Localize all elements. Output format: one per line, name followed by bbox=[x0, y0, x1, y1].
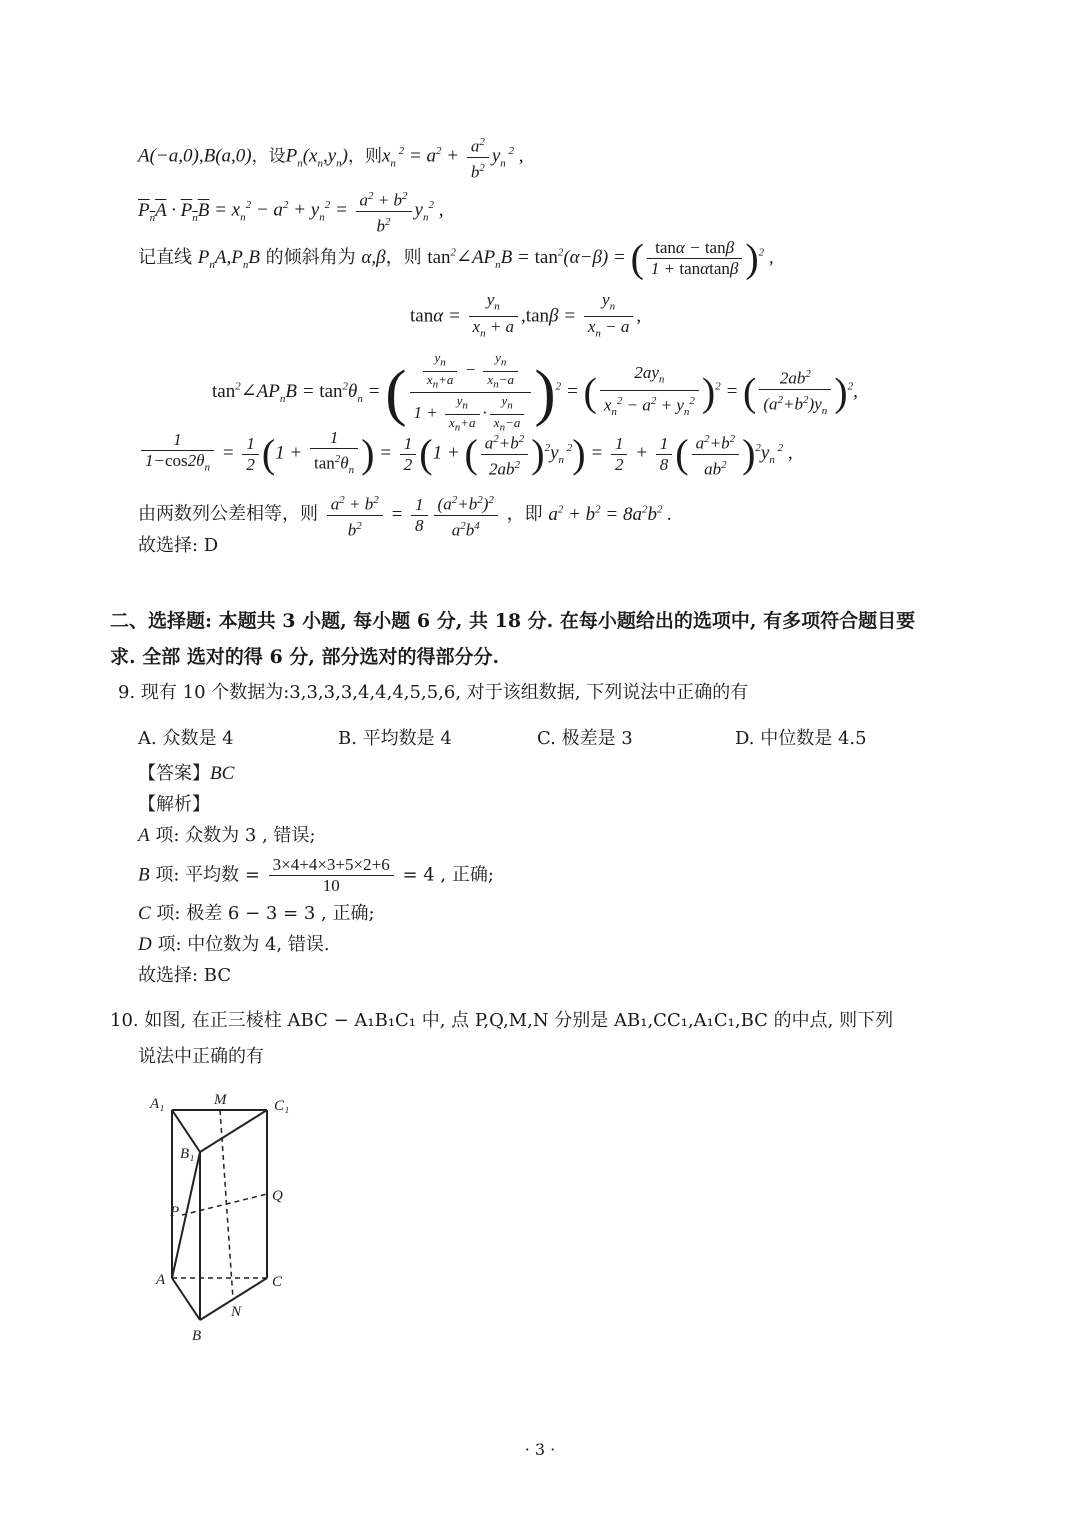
edge-a-b bbox=[172, 1278, 200, 1320]
label-c1: C₁ bbox=[274, 1098, 290, 1114]
text-line7-a: 由两数列公差相等，则 bbox=[138, 503, 318, 525]
q9-item-b-numerator: 3×4+4×3+5×2+6 bbox=[269, 855, 394, 876]
q9-option-b: B. 平均数是 4 bbox=[338, 728, 452, 749]
q9-answer bbox=[138, 762, 234, 786]
label-b: B bbox=[192, 1328, 202, 1344]
text-line3-a: 记直线 bbox=[138, 246, 192, 268]
label-b1: B₁ bbox=[180, 1146, 195, 1162]
q9-answer-label: 【答案】 bbox=[138, 763, 210, 784]
q10-stem-line1: 10. 如图, 在正三棱柱 ABC − A₁B₁C₁ 中, 点 P,Q,M,N 分别是 AB₁,CC₁,A₁C₁,BC 的中点, 则下列 bbox=[110, 1010, 894, 1031]
q9-option-a: A. 众数是 4 bbox=[138, 728, 234, 749]
text-then: ，则 bbox=[347, 146, 382, 167]
dashed-p-q bbox=[182, 1194, 267, 1215]
q9-analysis-label: 【解析】 bbox=[138, 794, 210, 815]
label-c: C bbox=[272, 1274, 283, 1290]
section-header-line2: 求. 全部 选对的得 6 分, 部分选对的得部分分. bbox=[110, 646, 500, 668]
q9-item-b-prefix: 项: 平均数 = bbox=[155, 864, 260, 886]
q9-answer-value: BC bbox=[210, 763, 235, 784]
q9-item-c-text: 项: 极差 6 − 3 = 3 , 正确; bbox=[156, 903, 375, 924]
q9-item-b-suffix: = 4 , 正确; bbox=[402, 864, 494, 886]
q9-item-b: B 项: 平均数 = $\frac{3\times 4+4\times 3+5\times 2+6}{10}$ = 4 , 正确; bbox=[138, 855, 494, 895]
text-line3-b: 的倾斜角为 bbox=[265, 246, 356, 268]
section-header-line1: 二、选择题: 本题共 3 小题, 每小题 6 分, 共 18 分. 在每小题给出的选项中, 有多项符合题目要 bbox=[110, 610, 916, 632]
formula-line-5: $\tan^2\angle AP_nB = \tan^2\theta_n$ = ( $\frac{y_n}{x_n+a}$ − $\frac{y_n}{x_n-a}$ 1 + $\frac{y_n}{x_n+a}$ · $\frac{y_n}{x_n-a}$ )$^2$ = ( $\frac{2ay_n}{x_n^2 - a^2 + y_n^2}$ )$^2$ = ( $\frac{2ab^2}{(a^2+b^2)y_n}$ )$^2$, bbox=[212, 350, 858, 434]
label-q: Q bbox=[272, 1188, 283, 1204]
q9-item-a: A 项: 众数为 3 , 错误; bbox=[138, 825, 316, 846]
formula-line-3: 记直线 $P_nA,P_nB$ 的倾斜角为 α,β，则 $\tan^2\angle AP_nB = \tan^2(\alpha-\beta)$ = ( $\frac{\tan\alpha - \tan\beta}{1 + \tan\alpha\tan\beta}$ )$^2$ , bbox=[138, 235, 774, 281]
q9-item-c: C 项: 极差 6 − 3 = 3 , 正确; bbox=[138, 903, 375, 924]
prism-figure bbox=[140, 1088, 320, 1348]
label-a: A bbox=[156, 1272, 166, 1288]
q9-conclusion: 故选择: BC bbox=[138, 965, 232, 986]
text-line3-c: ，则 bbox=[385, 246, 422, 268]
q9-item-a-text: 项: 众数为 3 , 错误; bbox=[155, 825, 316, 846]
formula-line-6: $\frac{1}{1-\cos 2\theta_n}$ = $\frac{1}{2}$ (1 + $\frac{1}{\tan^2\theta_n}$ ) = $\frac{1}{2}$ (1 + ( $\frac{a^2+b^2}{2ab^2}$ )$^2y_n$ $^2$) = $\frac{1}{2}$ + $\frac{1}{8}$ ( $\frac{a^2+b^2}{ab^2}$ )$^2y_n$ $^2$ , bbox=[138, 428, 793, 480]
text-line7-b: ，即 bbox=[506, 503, 543, 525]
q9-item-b-denominator: 10 bbox=[322, 876, 340, 895]
q9-stem: 9. 现有 10 个数据为:3,3,3,3,4,4,4,5,5,6, 对于该组数据, 下列说法中正确的有 bbox=[118, 682, 749, 703]
formula-line-7: 由两数列公差相等，则 $\frac{a^2 + b^2}{b^2}$ = $\frac{1}{8}$ $\frac{(a^2+b^2)^2}{a^2b^4}$ ，即 $a^2 + b^2 = 8a^2b^2$ . bbox=[138, 490, 672, 540]
label-m: M bbox=[214, 1092, 227, 1108]
q9-option-d: D. 中位数是 4.5 bbox=[735, 728, 867, 749]
q9-item-d: D 项: 中位数为 4, 错误. bbox=[138, 934, 330, 955]
page-number: · 3 · bbox=[524, 1440, 556, 1459]
label-a1: A₁ bbox=[150, 1096, 165, 1112]
q9-option-c: C. 极差是 3 bbox=[537, 728, 633, 749]
formula-line-4: tanα = $\frac{y_n}{x_n + a}$ ,tanβ = $\frac{y_n}{x_n - a}$ , bbox=[410, 290, 642, 340]
formula-line-1: A(−a,0),B(a,0)，设$P_n(x_n,y_n)$，则$x_n$ $^2 = a^2$ + $\frac{a^2}{b^2}$ $y_n$ $^2$ , bbox=[138, 132, 524, 182]
label-n: N bbox=[231, 1304, 242, 1320]
q10-stem-line2: 说法中正确的有 bbox=[138, 1046, 264, 1067]
formula-line-2: $P_nA \cdot P_nB = x_n^2 - a^2 + y_n^2$ = $\frac{a^2 + b^2}{b^2}$ $y_n^2$ , bbox=[138, 186, 443, 236]
q9-item-d-text: 项: 中位数为 4, 错误. bbox=[157, 934, 330, 955]
conclusion-prev: 故选择: D bbox=[138, 535, 219, 556]
text-set: ，设 bbox=[251, 146, 286, 167]
edge-b1-c1 bbox=[200, 1110, 267, 1152]
label-p: P bbox=[170, 1204, 180, 1220]
